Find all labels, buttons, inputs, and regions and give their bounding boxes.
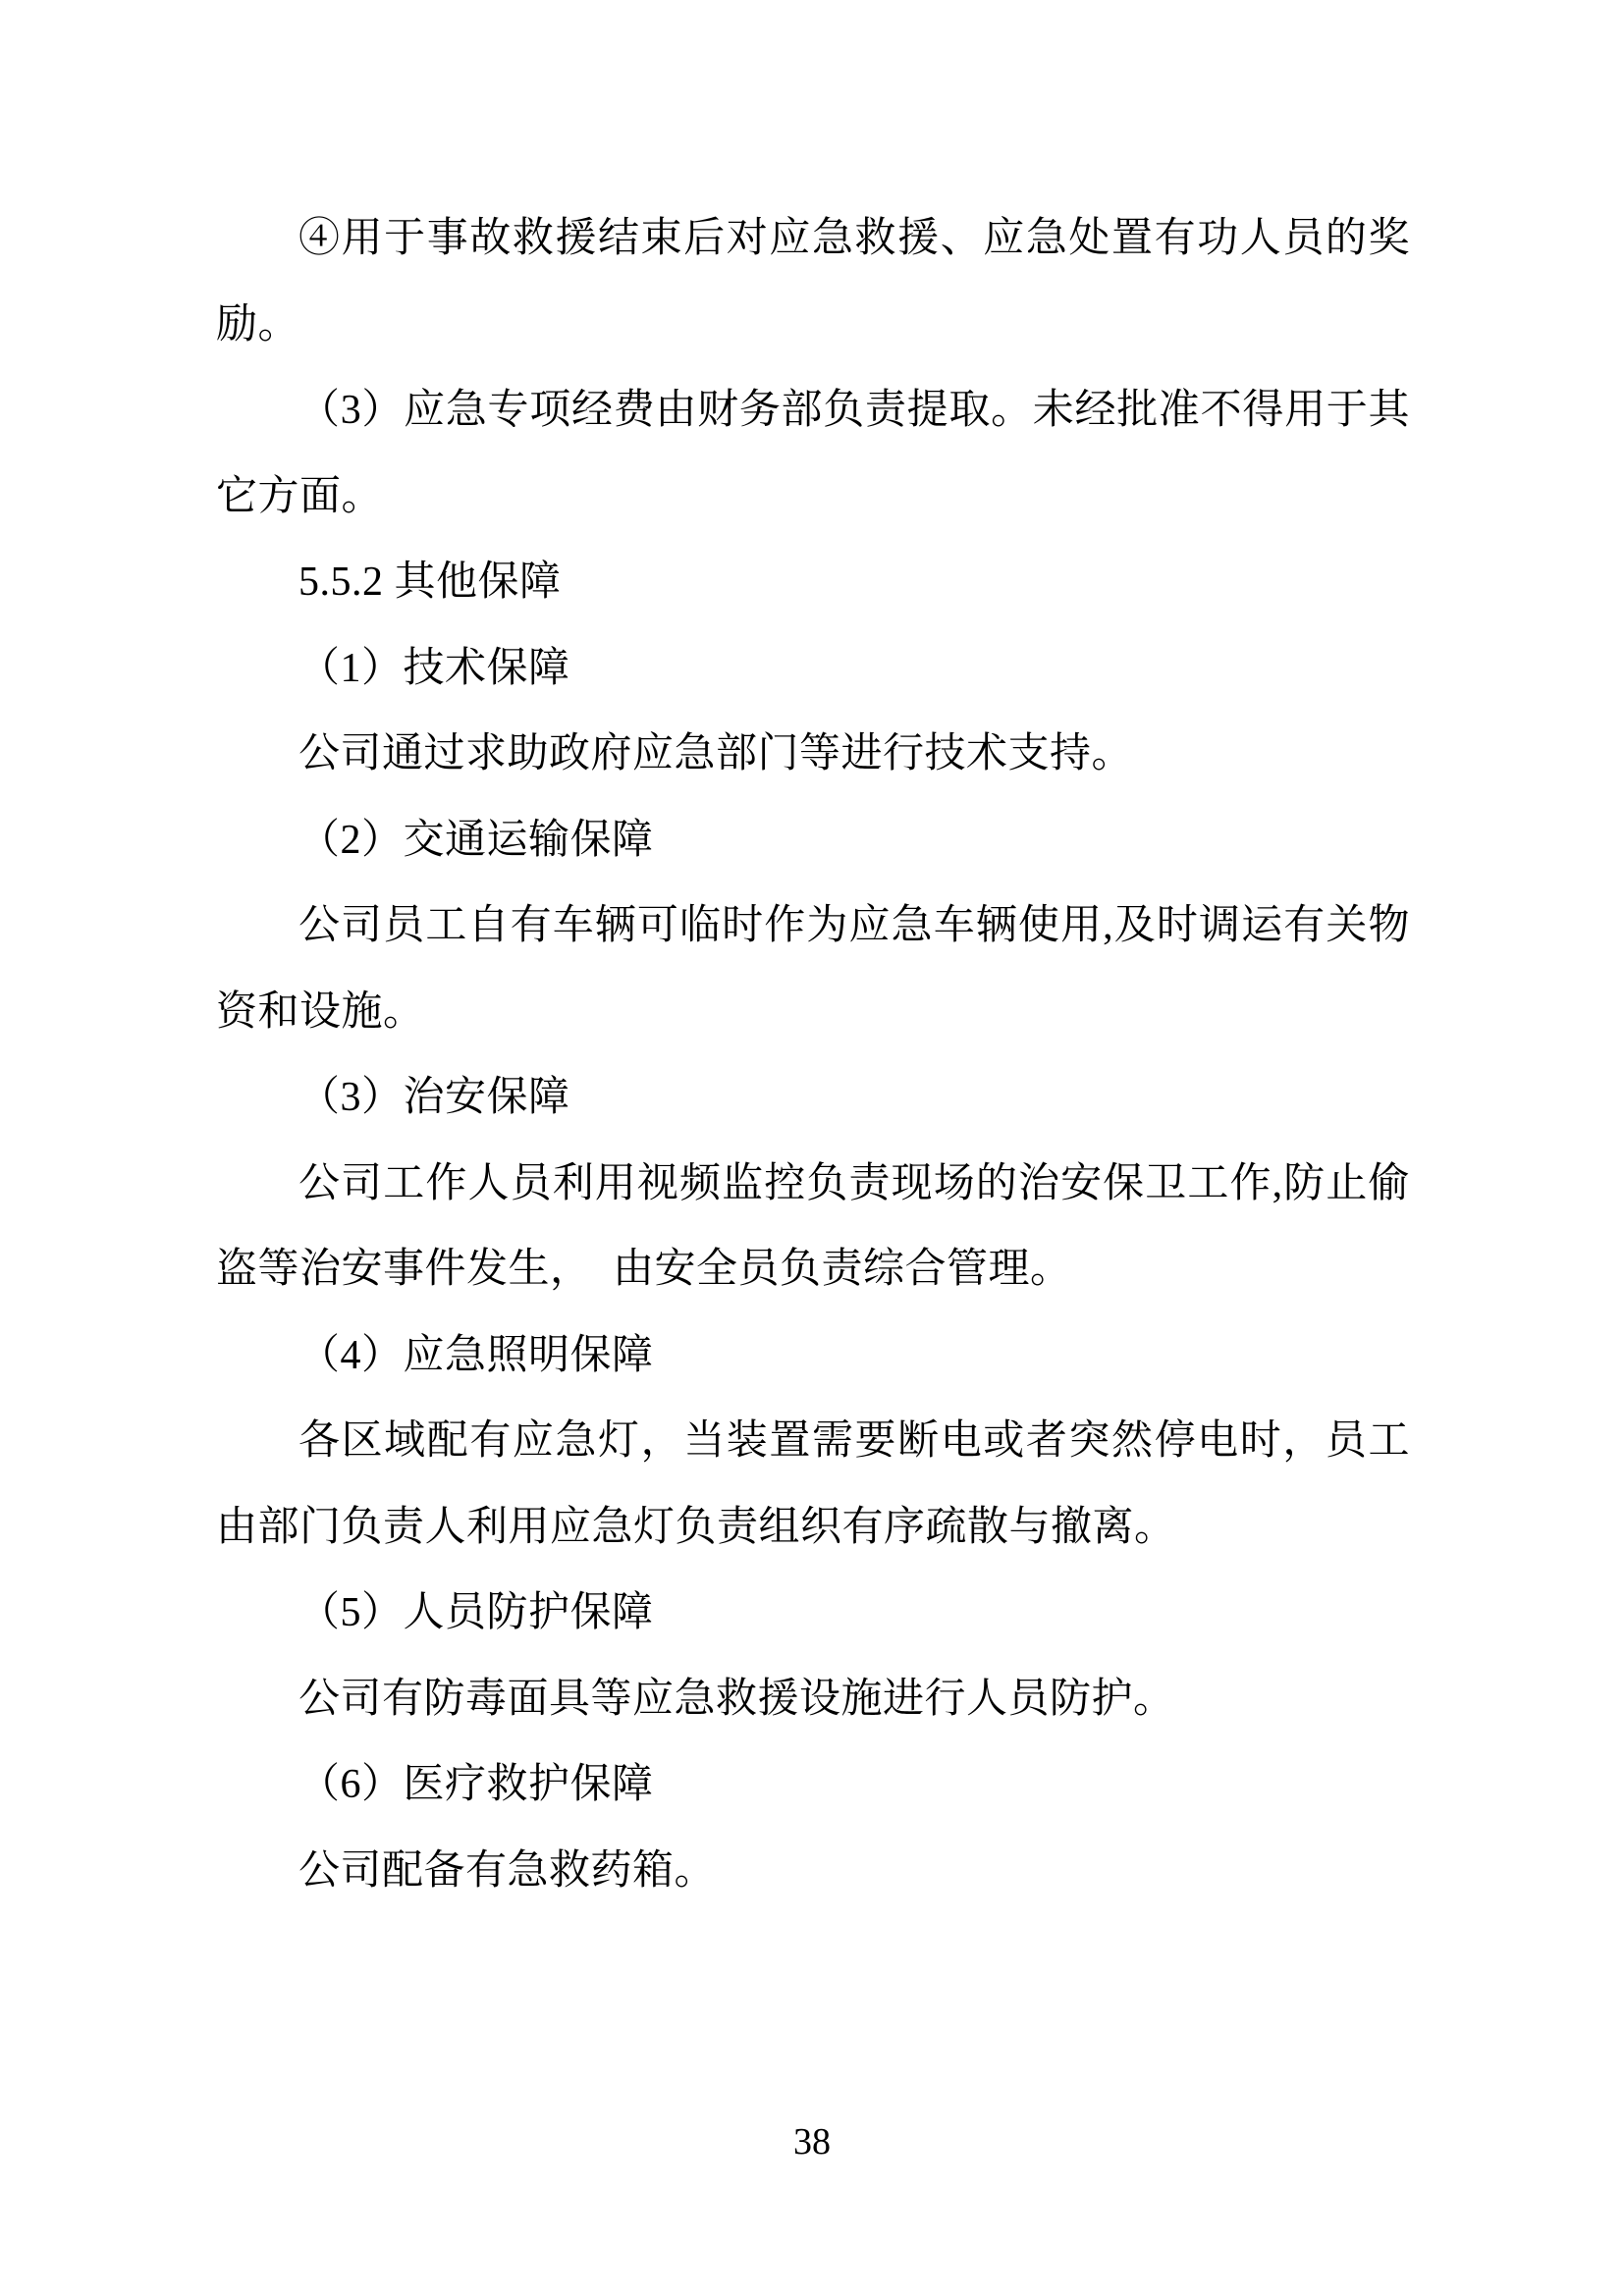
doc-paragraph: 公司有防毒面具等应急救援设施进行人员防护。 (298, 1676, 1175, 1722)
doc-paragraph: （3）应急专项经费由财务部负责提取。未经批准不得用于其它方面。 (216, 388, 1410, 519)
doc-subheading: （2）交通运输保障 (298, 817, 654, 863)
document-body (216, 196, 1410, 1914)
doc-subheading: （1）技术保障 (298, 645, 570, 691)
doc-paragraph: 公司通过求助政府应急部门等进行技术支持。 (298, 731, 1134, 776)
page-footer (0, 2118, 1624, 2165)
doc-subheading: （4）应急照明保障 (298, 1332, 654, 1378)
doc-list-item: ④用于事故救援结束后对应急救援、应急处置有功人员的奖励。 (216, 216, 1410, 347)
doc-heading: 5.5.2 其他保障 (298, 560, 562, 605)
doc-subheading: （6）医疗救护保障 (298, 1762, 654, 1807)
doc-subheading: （3）治安保障 (298, 1075, 570, 1120)
doc-paragraph: 公司工作人员利用视频监控负责现场的治安保卫工作,防止偷盗等治安事件发生， 由安全员负责综合管理。 (216, 1160, 1410, 1292)
page-number: 38 (793, 2121, 831, 2163)
doc-paragraph: 各区域配有应急灯，当装置需要断电或者突然停电时，员工由部门负责人利用应急灯负责组织有序疏散与撤离。 (216, 1418, 1410, 1550)
doc-paragraph: 公司配备有急救药箱。 (298, 1847, 717, 1894)
doc-subheading: （5）人员防护保障 (298, 1590, 654, 1635)
doc-paragraph: 公司员工自有车辆可临时作为应急车辆使用,及时调运有关物资和设施。 (216, 903, 1410, 1035)
